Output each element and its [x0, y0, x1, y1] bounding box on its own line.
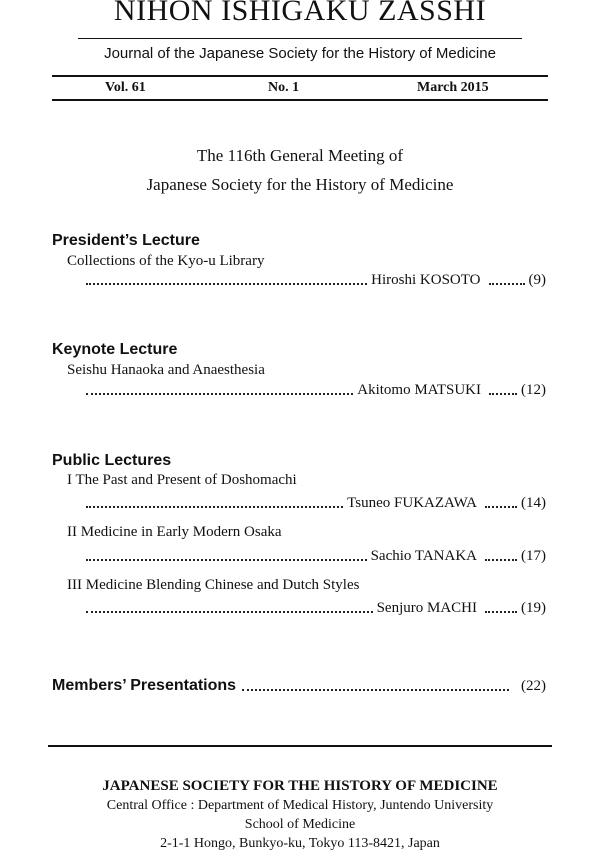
public-lecture-page: (19)	[521, 600, 546, 616]
dot-leader	[485, 559, 517, 561]
dot-leader	[489, 283, 525, 285]
toc-entry-president	[86, 272, 546, 289]
issue-date: March 2015	[417, 80, 489, 95]
toc-entry-keynote	[86, 382, 546, 399]
president-lecture-page: (9)	[528, 272, 546, 288]
section-heading-members: Members’ Presentations	[52, 677, 237, 694]
public-lecture-author: Sachio TANAKA	[370, 548, 477, 564]
section-heading-president: President’s Lecture	[52, 232, 200, 249]
dot-leader	[86, 611, 373, 613]
members-presentations-page: (22)	[521, 678, 546, 694]
journal-subtitle: Journal of the Japanese Society for the History of Medicine	[104, 45, 496, 62]
public-lecture-title: I The Past and Present of Doshomachi	[67, 472, 297, 488]
dot-leader	[242, 689, 509, 691]
toc-entry-members	[52, 677, 546, 695]
president-lecture-author: Hiroshi KOSOTO	[371, 272, 481, 288]
public-lecture-page: (14)	[521, 495, 546, 511]
volume-rule-top	[52, 75, 548, 77]
toc-entry-public	[86, 548, 546, 565]
dot-leader	[485, 611, 517, 613]
toc-entry-public	[86, 495, 546, 512]
dot-leader	[86, 506, 343, 508]
central-office-line1: Central Office : Department of Medical History, Juntendo University	[106, 798, 494, 813]
meeting-title-line2: Japanese Society for the History of Medicine	[146, 175, 454, 194]
dot-leader	[489, 393, 517, 395]
society-name: JAPANESE SOCIETY FOR THE HISTORY OF MEDICINE	[102, 778, 498, 794]
section-heading-public: Public Lectures	[52, 452, 172, 469]
central-office-line2: School of Medicine	[244, 817, 356, 832]
dot-leader	[485, 506, 517, 508]
volume-label: Vol. 61	[105, 80, 146, 95]
keynote-lecture-page: (12)	[521, 382, 546, 398]
journal-title: NIHON ISHIGAKU ZASSHI	[113, 0, 487, 27]
meeting-title-line1: The 116th General Meeting of	[196, 146, 404, 165]
section-heading-keynote: Keynote Lecture	[52, 341, 178, 358]
dot-leader	[86, 283, 367, 285]
header-divider	[78, 38, 522, 39]
public-lecture-title: III Medicine Blending Chinese and Dutch Styles	[67, 577, 360, 593]
public-lecture-author: Tsuneo FUKAZAWA	[347, 495, 477, 511]
toc-entry-public	[86, 600, 546, 617]
dot-leader	[86, 393, 353, 395]
society-address: 2-1-1 Hongo, Bunkyo-ku, Tokyo 113-8421, Japan	[160, 836, 440, 851]
volume-rule-bottom	[52, 99, 548, 101]
keynote-lecture-author: Akitomo MATSUKI	[357, 382, 481, 398]
public-lecture-title: II Medicine in Early Modern Osaka	[67, 524, 282, 540]
keynote-lecture-title: Seishu Hanaoka and Anaesthesia	[67, 362, 265, 378]
dot-leader	[86, 559, 367, 561]
public-lecture-page: (17)	[521, 548, 546, 564]
issue-number: No. 1	[268, 80, 300, 95]
president-lecture-title: Collections of the Kyo-u Library	[67, 253, 265, 269]
footer-rule	[48, 745, 552, 747]
public-lecture-author: Senjuro MACHI	[376, 600, 477, 616]
